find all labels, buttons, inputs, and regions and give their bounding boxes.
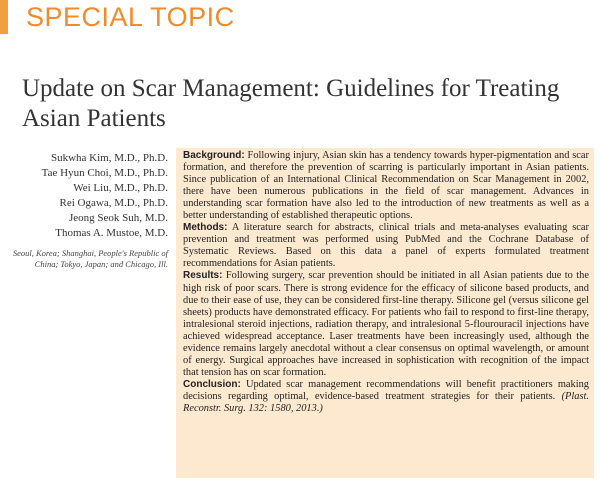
author-list (10, 151, 168, 270)
author-affiliation: Seoul, Korea; Shanghai, People's Republic of China; Tokyo, Japan; and Chicago, Ill. (12, 248, 168, 269)
author-name: Rei Ogawa, M.D., Ph.D. (59, 197, 168, 209)
results-label: Results: (183, 270, 223, 282)
author-name: Thomas A. Mustoe, M.D. (55, 227, 168, 239)
methods-label: Methods: (183, 222, 228, 234)
abstract-methods (183, 222, 589, 270)
methods-text: A literature search for abstracts, clinical trials and meta-analyses evaluating scar prevention and treatment was performed using PubMed and the Cochrane Database of Systematic Reviews. Based on this data a panel of experts formulated treatment recommendations for Asian patients. (183, 222, 589, 270)
conclusion-text: Updated scar management recommendations will benefit practitioners making decisions regarding optimal, evidence-based treatment strategies for their patients. (183, 378, 589, 402)
abstract-conclusion (183, 379, 589, 415)
author-name: Tae Hyun Choi, M.D., Ph.D. (41, 167, 168, 179)
results-text: Following surgery, scar prevention should be initiated in all Asian patients due to the high risk of poor scars. There is strong evidence for the efficacy of silicone based products, and due to their ease of use, they can be considered first-line therapy. Silicone gel (versus silicone gel sheets) products have demonstrated efficacy. For patients who fail to respond to first-line therapy, intralesional steroid injections, radiation therapy, and intralesional 5-flourouracil injections have achieved widespread acceptance. Laser treatments have been increasingly used, although the evidence remains largely anecdotal without a clear consensus on optimal wavelength, or amount of energy. Surgical approaches have increased in sophistication with recognition of the impact that tension has on scar formation. (183, 270, 589, 378)
section-label: SPECIAL TOPIC (26, 2, 235, 32)
citation: (Plast. Reconstr. Surg. 132: 1580, 2013.) (183, 390, 589, 414)
abstract-results (183, 270, 589, 378)
author-name: Wei Liu, M.D., Ph.D. (73, 182, 168, 194)
background-label: Background: (183, 150, 245, 161)
section-accent-bar (0, 0, 8, 34)
conclusion-label: Conclusion: (183, 378, 241, 390)
author-name: Jeong Seok Suh, M.D. (68, 212, 168, 224)
background-text: Following injury, Asian skin has a tendency towards hyper-pigmentation and scar formation, and therefore the prevention of scarring is particularly important in Asian patients. Since publication of an International Clinical Recommendation on Scar Management in 2002, there have been numerous publications in the field of scar management. Advances in understanding scar formation have also led to the introduction of new treatments as well as a better understanding of established therapeutic options. (183, 150, 589, 222)
abstract (183, 150, 589, 415)
author-name: Sukwha Kim, M.D., Ph.D. (50, 152, 168, 164)
article-title: Update on Scar Management: Guidelines for Treating Asian Patients (22, 75, 560, 132)
abstract-background (183, 150, 589, 222)
